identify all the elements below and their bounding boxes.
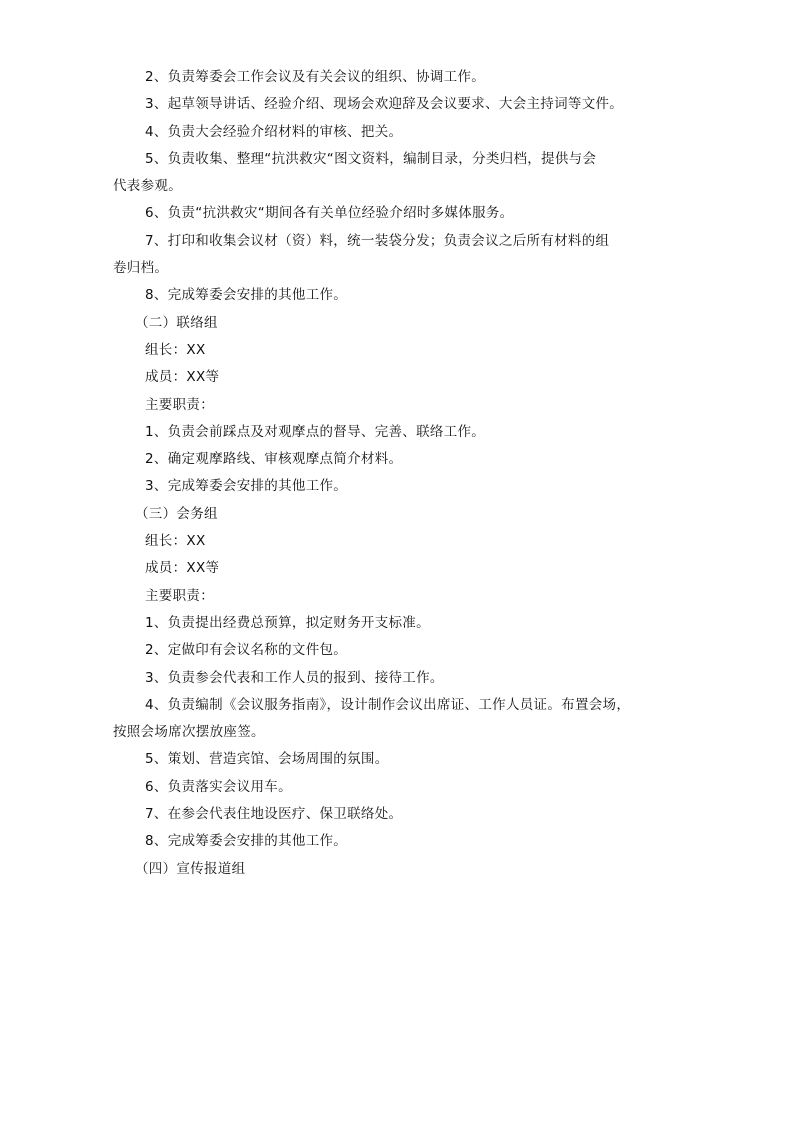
section-heading-liaison: （二）联络组 bbox=[135, 314, 218, 331]
group-members: 成员：XX等 bbox=[145, 369, 220, 386]
duty-item: 6、负责落实会议用车。 bbox=[145, 778, 292, 795]
duty-item: 8、完成筹委会安排的其他工作。 bbox=[145, 287, 348, 304]
duty-item: 4、负责编制《会议服务指南》，设计制作会议出席证、工作人员证。布置会场， bbox=[145, 696, 631, 713]
duty-item-continuation: 代表参观。 bbox=[113, 178, 182, 195]
section-heading-publicity: （四）宣传报道组 bbox=[135, 860, 246, 877]
duty-item: 3、负责参会代表和工作人员的报到、接待工作。 bbox=[145, 669, 444, 686]
duty-item: 5、负责收集、整理“抗洪救灾“图文资料，编制目录，分类归档，提供与会 bbox=[145, 150, 597, 167]
document-body bbox=[113, 64, 633, 883]
duty-item: 3、起草领导讲话、经验介绍、现场会欢迎辞及会议要求、大会主持词等文件。 bbox=[145, 96, 624, 113]
duty-item: 7、在参会代表住地设医疗、保卫联络处。 bbox=[145, 806, 403, 823]
group-leader: 组长：XX bbox=[145, 533, 206, 550]
duty-item: 5、策划、营造宾馆、会场周围的氛围。 bbox=[145, 751, 389, 768]
duty-item: 2、确定观摩路线、审核观摩点简介材料。 bbox=[145, 451, 403, 468]
duties-label: 主要职责： bbox=[145, 587, 214, 604]
duty-item: 1、负责会前踩点及对观摩点的督导、完善、联络工作。 bbox=[145, 423, 486, 440]
duty-item: 1、负责提出经费总预算，拟定财务开支标准。 bbox=[145, 614, 430, 631]
duty-item: 4、负责大会经验介绍材料的审核、把关。 bbox=[145, 123, 403, 140]
duty-item-continuation: 卷归档。 bbox=[113, 260, 169, 277]
duty-item: 3、完成筹委会安排的其他工作。 bbox=[145, 478, 348, 495]
duty-item: 8、完成筹委会安排的其他工作。 bbox=[145, 833, 348, 850]
duties-label: 主要职责： bbox=[145, 396, 214, 413]
group-leader: 组长：XX bbox=[145, 341, 206, 358]
duty-item: 2、负责筹委会工作会议及有关会议的组织、协调工作。 bbox=[145, 69, 486, 85]
duty-item-continuation: 按照会场席次摆放座签。 bbox=[113, 724, 265, 741]
duty-item: 6、负责“抗洪救灾“期间各有关单位经验介绍时多媒体服务。 bbox=[145, 205, 514, 222]
group-members: 成员：XX等 bbox=[145, 560, 220, 577]
duty-item: 2、定做印有会议名称的文件包。 bbox=[145, 642, 348, 659]
duty-item: 7、打印和收集会议材（资）料，统一装袋分发；负责会议之后所有材料的组 bbox=[145, 232, 610, 249]
section-heading-conference-affairs: （三）会务组 bbox=[135, 505, 218, 522]
